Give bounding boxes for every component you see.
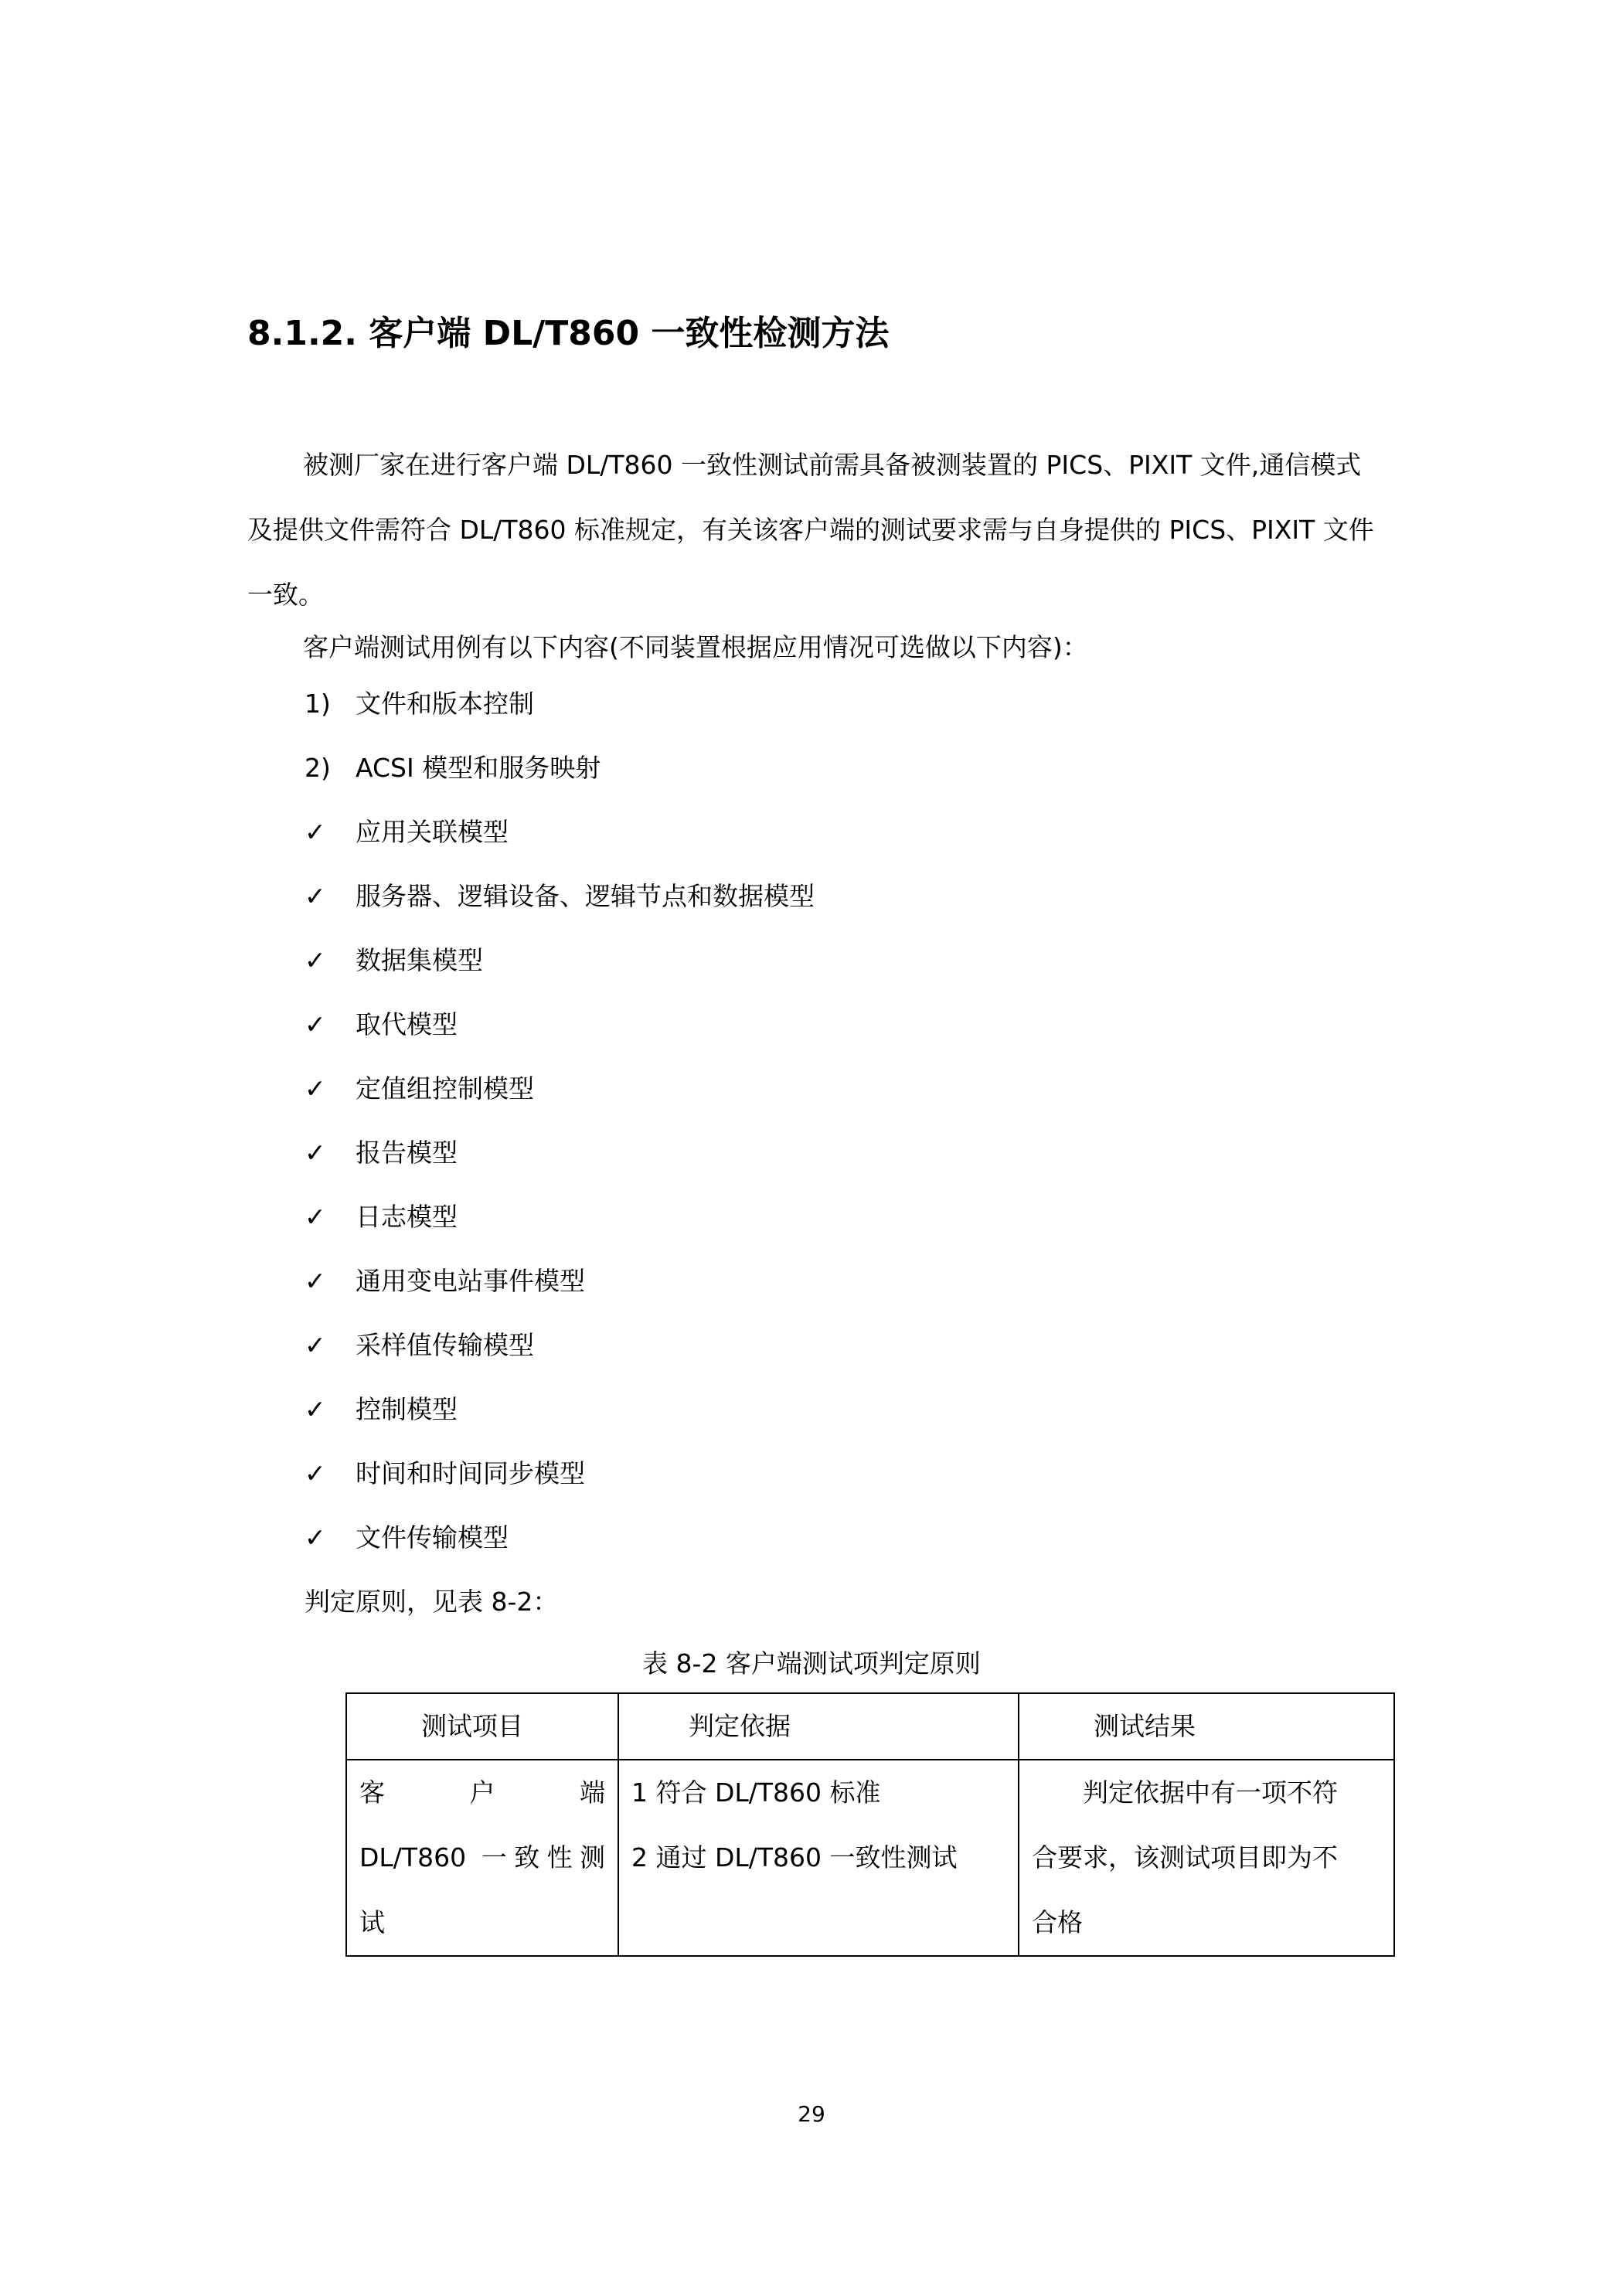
check-icon: ✓	[305, 1266, 326, 1296]
check-icon: ✓	[305, 1202, 326, 1232]
intro-paragraph	[247, 433, 1383, 628]
check-item	[305, 1005, 458, 1044]
result-line: 合要求，该测试项目即为不	[1032, 1842, 1338, 1873]
numbered-item-2-text: ACSI 模型和服务映射	[356, 753, 601, 783]
check-icon: ✓	[305, 1330, 326, 1360]
numbered-item-2	[305, 749, 601, 787]
numbered-item-1-num: 1)	[305, 689, 331, 719]
basis-line: 2 通过 DL/T860 一致性测试	[631, 1842, 958, 1873]
check-icon: ✓	[305, 1522, 326, 1553]
check-icon: ✓	[305, 881, 326, 911]
table-caption: 表 8-2 客户端测试项判定原则	[642, 1648, 981, 1679]
check-icon: ✓	[305, 1458, 326, 1488]
table-header-cell: 测试结果	[1019, 1693, 1394, 1760]
judgement-intro: 判定原则，见表 8-2：	[305, 1587, 559, 1617]
table-row	[346, 1760, 1394, 1956]
numbered-item-1-text: 文件和版本控制	[356, 689, 534, 719]
test-item-cell	[346, 1760, 618, 1956]
table-header-row	[346, 1693, 1394, 1760]
check-icon: ✓	[305, 1009, 326, 1039]
check-item	[305, 1326, 534, 1365]
check-item-text: 时间和时间同步模型	[356, 1458, 585, 1488]
table-header-cell: 判定依据	[618, 1693, 1019, 1760]
basis-cell	[618, 1760, 1019, 1956]
check-item	[305, 1390, 458, 1429]
basis-line: 1 符合 DL/T860 标准	[631, 1777, 881, 1808]
check-icon: ✓	[305, 1138, 326, 1168]
check-item-text: 通用变电站事件模型	[356, 1266, 585, 1296]
check-item-text: 控制模型	[356, 1394, 458, 1424]
check-item	[305, 1198, 458, 1236]
check-item	[305, 813, 509, 852]
check-item-text: 报告模型	[356, 1138, 458, 1168]
check-item	[305, 1519, 509, 1557]
result-cell	[1019, 1760, 1394, 1956]
check-item	[305, 1070, 534, 1108]
table-header-cell: 测试项目	[346, 1693, 618, 1760]
check-item	[305, 1454, 585, 1493]
check-item	[305, 1262, 585, 1301]
check-item-text: 取代模型	[356, 1009, 458, 1039]
check-item-text: 日志模型	[356, 1202, 458, 1232]
check-item	[305, 941, 483, 980]
test-item-line: 试	[359, 1907, 385, 1937]
result-line: 合格	[1032, 1907, 1083, 1937]
testcase-intro-text: 客户端测试用例有以下内容(不同装置根据应用情况可选做以下内容)：	[303, 632, 1088, 662]
check-item-text: 服务器、逻辑设备、逻辑节点和数据模型	[356, 881, 815, 911]
numbered-item-2-num: 2)	[305, 753, 331, 783]
intro-paragraph-text: 被测厂家在进行客户端 DL/T860 一致性测试前需具备被测装置的 PICS、PIXIT 文件,通信模式及提供文件需符合 DL/T860 标准规定，有关该客户端的测试要求需与自身提供的 PICS、PIXIT 文件一致。	[247, 450, 1374, 610]
check-item	[305, 877, 815, 916]
check-icon: ✓	[305, 1394, 326, 1424]
check-icon: ✓	[305, 817, 326, 847]
test-item-line: 客户端	[359, 1777, 605, 1808]
result-line: 判定依据中有一项不符	[1083, 1777, 1338, 1808]
check-item-text: 采样值传输模型	[356, 1330, 534, 1360]
check-item-text: 数据集模型	[356, 945, 483, 975]
check-item-text: 文件传输模型	[356, 1522, 509, 1553]
check-item-text: 定值组控制模型	[356, 1073, 534, 1104]
section-heading: 8.1.2. 客户端 DL/T860 一致性检测方法	[247, 314, 890, 353]
testcase-intro-paragraph	[247, 615, 1383, 680]
numbered-item-1	[305, 685, 534, 723]
judgement-table	[345, 1692, 1395, 1957]
check-icon: ✓	[305, 1073, 326, 1104]
page-number: 29	[798, 2101, 825, 2127]
check-item-text: 应用关联模型	[356, 817, 509, 847]
check-icon: ✓	[305, 945, 326, 975]
test-item-line: DL/T860 一致性测	[359, 1842, 605, 1873]
check-item	[305, 1134, 458, 1172]
